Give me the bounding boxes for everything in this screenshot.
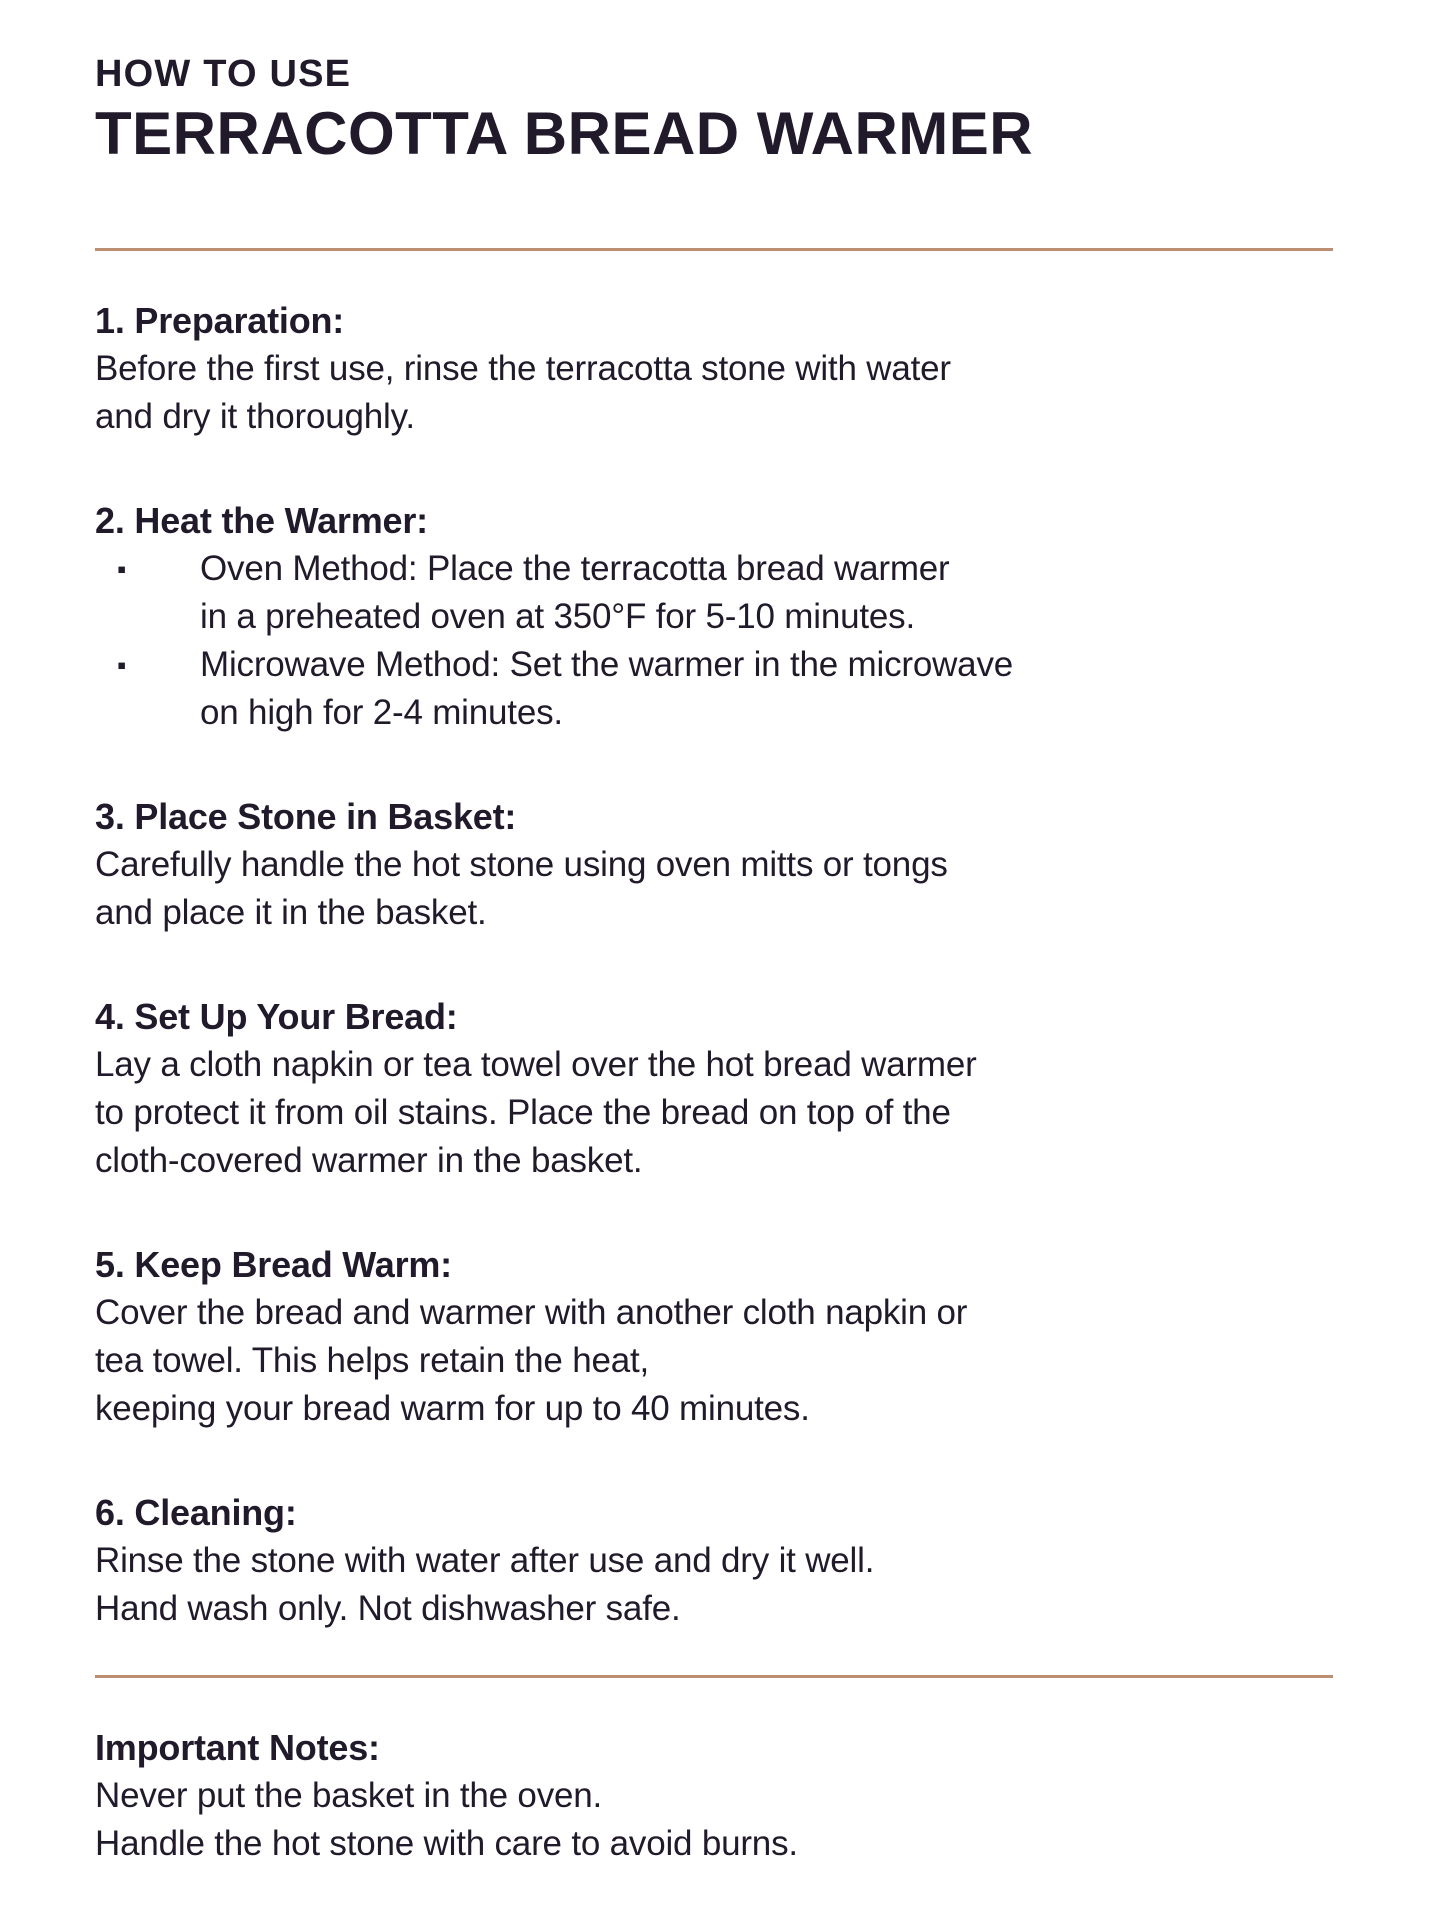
section-heading: 4. Set Up Your Bread: [95, 996, 458, 1037]
section-heat-the-warmer [95, 497, 1333, 737]
body-line: Never put the basket in the oven. [95, 1776, 603, 1815]
bullet-text [200, 545, 1333, 641]
square-bullet-icon: ▪ [117, 554, 127, 584]
body-line: on high for 2-4 minutes. [200, 693, 563, 732]
body-line: Microwave Method: Set the warmer in the microwave [200, 645, 1014, 684]
page-title: TERRACOTTA BREAD WARMER [95, 100, 1034, 167]
section-important-notes [95, 1724, 1333, 1868]
section-set-up-your-bread [95, 993, 1333, 1185]
section-cleaning [95, 1489, 1333, 1633]
bullet-item [95, 641, 1333, 737]
body-line: to protect it from oil stains. Place the bread on top of the [95, 1093, 951, 1132]
body-line: Lay a cloth napkin or tea towel over the hot bread warmer [95, 1045, 977, 1084]
bullet-text [200, 641, 1333, 737]
section-heading: 2. Heat the Warmer: [95, 500, 428, 541]
body-line: cloth-covered warmer in the basket. [95, 1141, 643, 1180]
bullet-item [95, 545, 1333, 641]
body-line: Oven Method: Place the terracotta bread warmer [200, 549, 950, 588]
body-line: Handle the hot stone with care to avoid burns. [95, 1824, 798, 1863]
section-heading: 6. Cleaning: [95, 1492, 297, 1533]
divider-top [95, 248, 1333, 251]
body-line: keeping your bread warm for up to 40 minutes. [95, 1389, 810, 1428]
eyebrow-heading: HOW TO USE [95, 53, 352, 95]
section-place-stone-in-basket [95, 793, 1333, 937]
section-heading: 1. Preparation: [95, 300, 345, 341]
body-line: in a preheated oven at 350°F for 5-10 minutes. [200, 597, 915, 636]
body-line: and place it in the basket. [95, 893, 487, 932]
section-preparation [95, 297, 1333, 441]
section-keep-bread-warm [95, 1241, 1333, 1433]
body-line: tea towel. This helps retain the heat, [95, 1341, 650, 1380]
body-line: Rinse the stone with water after use and dry it well. [95, 1541, 875, 1580]
body-line: Before the first use, rinse the terracotta stone with water [95, 349, 951, 388]
section-heading: 3. Place Stone in Basket: [95, 796, 517, 837]
body-line: Carefully handle the hot stone using oven mitts or tongs [95, 845, 948, 884]
body-line: and dry it thoroughly. [95, 397, 415, 436]
body-line: Cover the bread and warmer with another cloth napkin or [95, 1293, 968, 1332]
square-bullet-icon: ▪ [117, 650, 127, 680]
section-heading: 5. Keep Bread Warm: [95, 1244, 452, 1285]
body-line: Hand wash only. Not dishwasher safe. [95, 1589, 681, 1628]
divider-bottom [95, 1675, 1333, 1678]
section-heading: Important Notes: [95, 1727, 380, 1768]
